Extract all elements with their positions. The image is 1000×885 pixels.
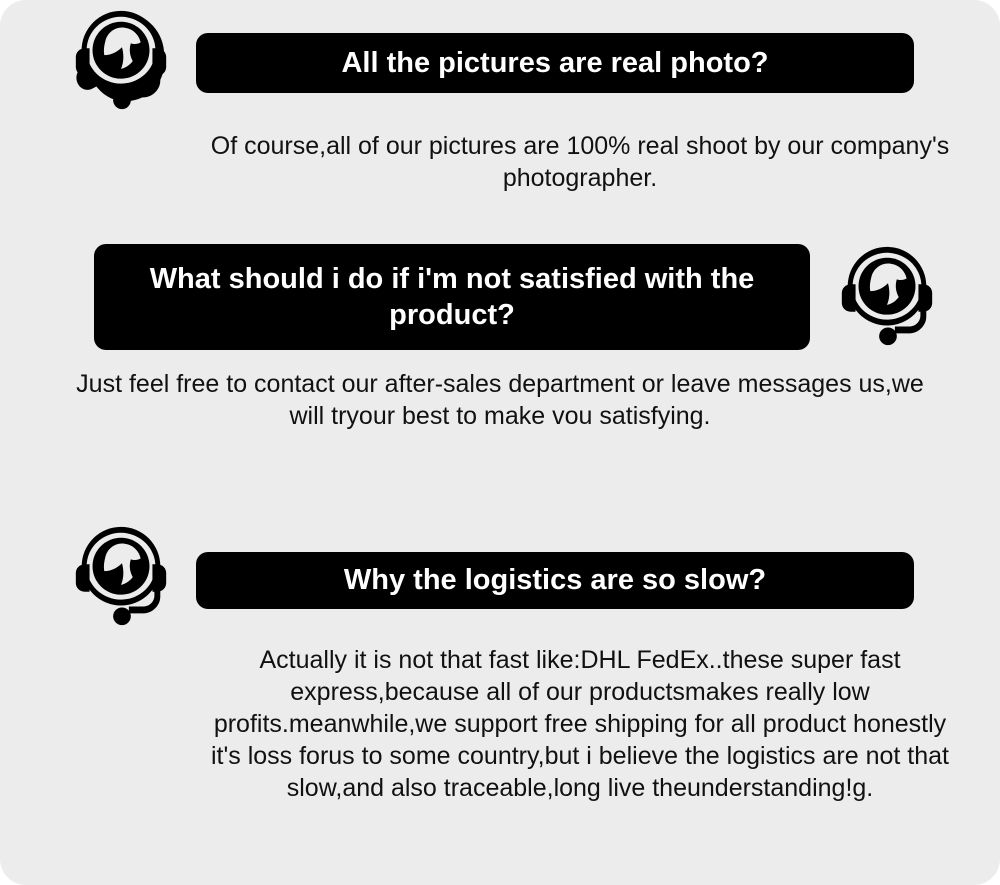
faq-question-text: All the pictures are real photo? [341, 46, 769, 79]
faq-answer-text: Just feel free to contact our after-sales department or leave messages us,we will tryour best to make vou satisfying. [76, 370, 924, 430]
faq-item [0, 242, 1000, 432]
faq-question-bar [196, 552, 914, 609]
headset-operator-icon [828, 242, 946, 352]
faq-question-text: Why the logistics are so slow? [343, 563, 767, 596]
headset-operator-icon [62, 522, 180, 632]
faq-answer-text: Of course,all of our pictures are 100% real shoot by our company's photographer. [210, 132, 950, 192]
faq-item [0, 6, 1000, 194]
headset-operator-icon [62, 6, 180, 116]
faq-header [0, 242, 1000, 352]
faq-question-text: What should i do if i'm not satisfied with the product? [149, 262, 755, 331]
faq-answer-text: Actually it is not that fast like:DHL FedEx..these super fast express,because all of our productsmakes really low profits.meanwhile,we support free shipping for all product honestly it's loss forus to some country,but i believe the logistics are not that slow,and also traceable,long live theunderstanding!g. [210, 646, 949, 802]
faq-question-bar [196, 33, 914, 93]
faq-header [0, 522, 1000, 632]
faq-question-bar [94, 244, 810, 350]
faq-header [0, 6, 1000, 116]
faq-item [0, 522, 1000, 804]
